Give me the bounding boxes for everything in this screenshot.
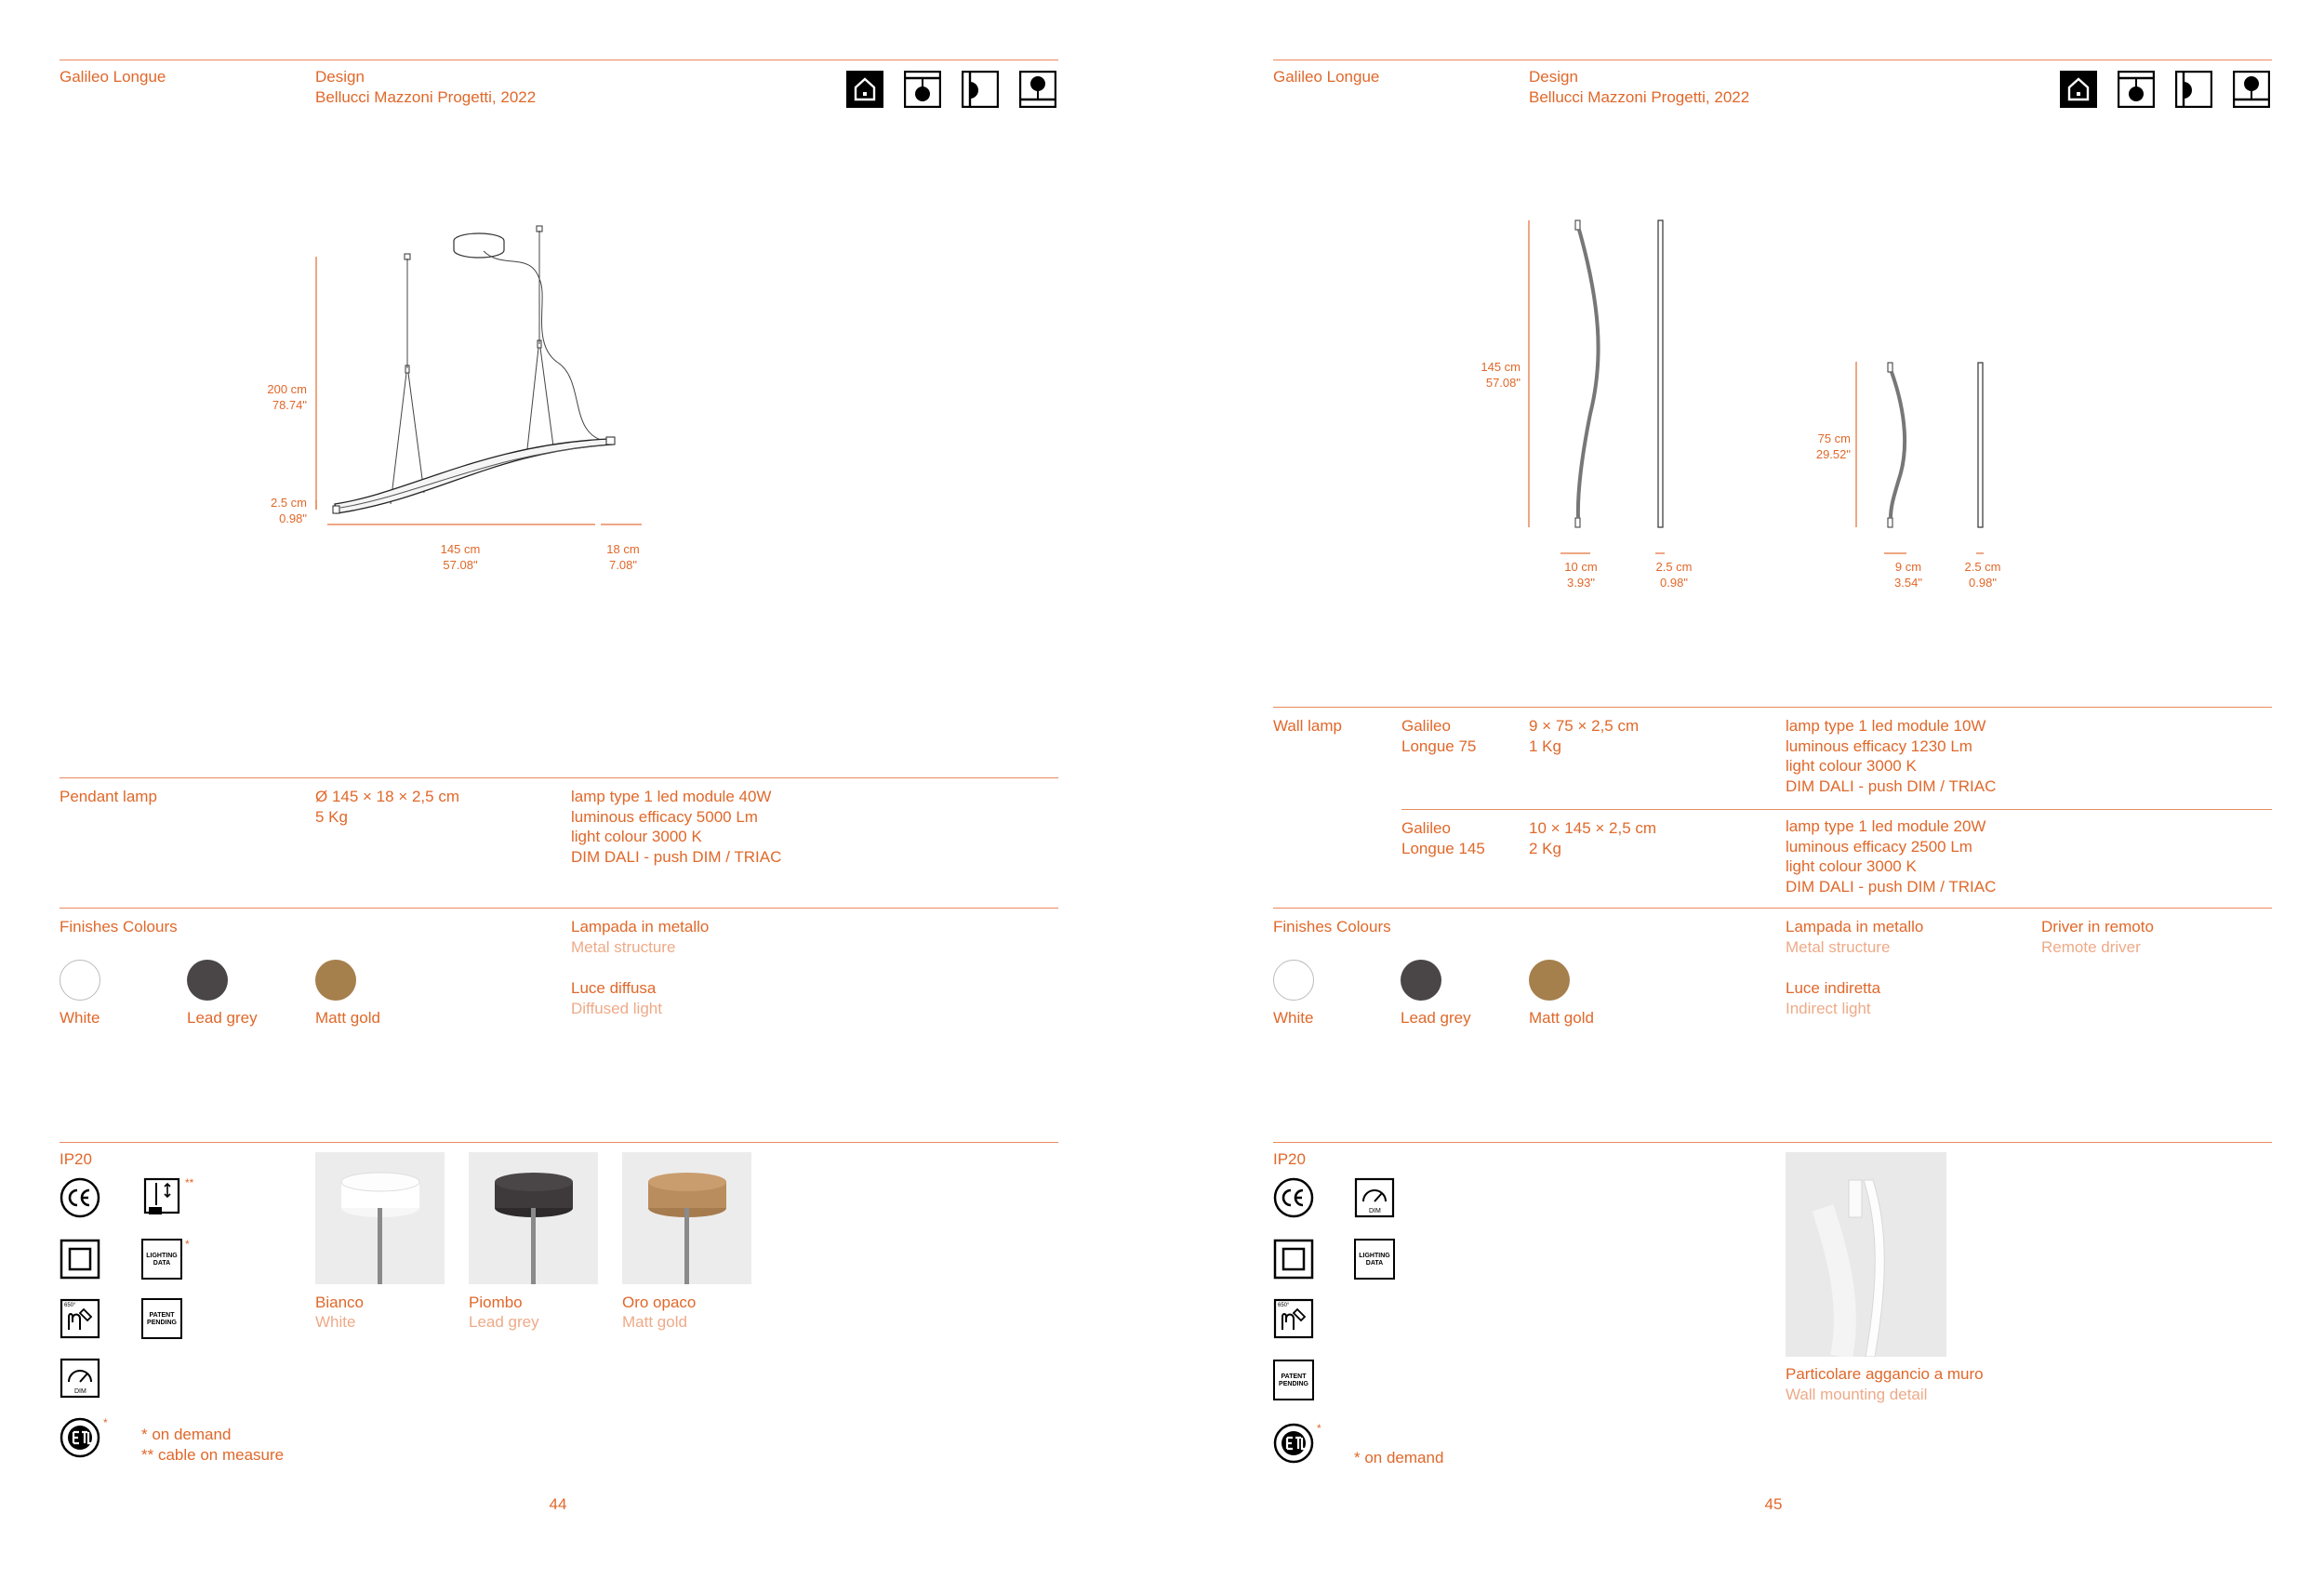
spec-lines: lamp type 1 led module 40W luminous efficacy 5000 Lm light colour 3000 K DIM DALI - push DIM / TRIAC xyxy=(571,788,782,866)
finishes-rule xyxy=(1273,908,2272,909)
lighting-data-icon: LIGHTING DATA xyxy=(1354,1239,1395,1280)
wall-icon xyxy=(962,71,999,108)
photo-label-it: Bianco xyxy=(315,1294,364,1311)
color-label: Matt gold xyxy=(1529,1009,1594,1027)
model-size: 9 × 75 × 2,5 cm 1 Kg xyxy=(1529,717,1640,755)
light-it: Luce diffusa xyxy=(571,979,657,997)
pendant-icon xyxy=(904,71,941,108)
photo-canopy-matt-gold xyxy=(622,1152,751,1284)
wall-icon xyxy=(2175,71,2212,108)
svg-text:650°: 650° xyxy=(64,1303,76,1308)
swatch-lead-grey[interactable] xyxy=(1401,960,1441,1001)
swatch-white[interactable] xyxy=(1273,960,1314,1001)
driver-it: Driver in remoto xyxy=(2041,918,2154,935)
double-insulation-icon xyxy=(1273,1239,1314,1280)
designer: Bellucci Mazzoni Progetti, 2022 xyxy=(315,88,537,106)
page-number: 45 xyxy=(1764,1495,1783,1513)
color-label: Lead grey xyxy=(1401,1009,1471,1027)
ce-icon xyxy=(60,1177,100,1218)
dim-small-depth: 2.5 cm 0.98" xyxy=(1964,560,2001,590)
design-label: Design xyxy=(1529,68,1578,86)
model-size: 10 × 145 × 2,5 cm 2 Kg xyxy=(1529,819,1657,857)
swatch-matt-gold[interactable] xyxy=(315,960,356,1001)
patent-pending-icon: PATENT PENDING xyxy=(1273,1360,1314,1400)
svg-text:DIM: DIM xyxy=(74,1388,86,1395)
pendant-drawing xyxy=(251,214,660,530)
spec-rule xyxy=(1273,707,2272,708)
photo-caption-it: Particolare aggancio a muro xyxy=(1786,1365,1984,1383)
structure-en: Metal structure xyxy=(1786,938,1891,956)
svg-text:650°: 650° xyxy=(1278,1303,1290,1308)
product-name: Galileo Longue xyxy=(1273,68,1380,86)
light-en: Diffused light xyxy=(571,1000,662,1017)
light-it: Luce indiretta xyxy=(1786,979,1881,997)
product-name: Galileo Longue xyxy=(60,68,166,86)
structure-en: Metal structure xyxy=(571,938,676,956)
etl-icon xyxy=(60,1417,100,1458)
lamp-type: Pendant lamp xyxy=(60,788,157,805)
lamp-type: Wall lamp xyxy=(1273,717,1342,735)
spec-lines: lamp type 1 led module 20W luminous efficacy 2500 Lm light colour 3000 K DIM DALI - push DIM / TRIAC xyxy=(1786,817,1997,896)
dim-icon xyxy=(1354,1177,1395,1218)
color-label: White xyxy=(60,1009,100,1027)
finishes-label: Finishes Colours xyxy=(60,918,178,935)
swatch-matt-gold[interactable] xyxy=(1529,960,1570,1001)
hand-protection-icon xyxy=(1273,1298,1314,1339)
dim-length: 145 cm 57.08" xyxy=(440,542,481,572)
footnotes: * on demand ** cable on measure xyxy=(141,1426,285,1464)
indoor-icon xyxy=(846,71,883,108)
photo-label-en: Lead grey xyxy=(469,1313,539,1331)
driver-en: Remote driver xyxy=(2041,938,2141,956)
pendant-icon xyxy=(2118,71,2155,108)
designer: Bellucci Mazzoni Progetti, 2022 xyxy=(1529,88,1750,106)
dim-thickness: 2.5 cm 0.98" xyxy=(270,496,307,525)
single-star: * xyxy=(103,1416,108,1429)
photo-label-it: Piombo xyxy=(469,1294,523,1311)
svg-text:DIM: DIM xyxy=(1369,1208,1381,1214)
model-name: Galileo Longue 75 xyxy=(1401,717,1477,755)
color-label: Matt gold xyxy=(315,1009,380,1027)
double-star: ** xyxy=(185,1176,194,1189)
photo-label-en: Matt gold xyxy=(622,1313,687,1331)
wall-lamp-drawing xyxy=(1516,209,2037,572)
finishes-rule xyxy=(60,908,1058,909)
spec-lines: lamp type 1 led module 10W luminous efficacy 1230 Lm light colour 3000 K DIM DALI - push DIM / TRIAC xyxy=(1786,717,1997,795)
ceiling-icon xyxy=(1019,71,1056,108)
photo-wall-mounting-detail xyxy=(1786,1152,1946,1357)
dim-large-depth: 2.5 cm 0.98" xyxy=(1655,560,1693,590)
page-number: 44 xyxy=(549,1495,567,1513)
photo-label-it: Oro opaco xyxy=(622,1294,697,1311)
lamp-weight: 5 Kg xyxy=(315,808,348,826)
spec-row-rule xyxy=(1401,809,2272,810)
dim-large-height: 145 cm 57.08" xyxy=(1481,360,1521,390)
finishes-label: Finishes Colours xyxy=(1273,918,1391,935)
ip-rating: IP20 xyxy=(1273,1150,1306,1168)
ip-rating: IP20 xyxy=(60,1150,92,1168)
cert-rule xyxy=(1273,1142,2272,1143)
dim-icon xyxy=(60,1358,100,1399)
single-star: * xyxy=(1317,1422,1321,1435)
ce-icon xyxy=(1273,1177,1314,1218)
footnotes: * on demand xyxy=(1354,1449,1444,1466)
double-insulation-icon xyxy=(60,1239,100,1280)
photo-label-en: White xyxy=(315,1313,356,1331)
structure-it: Lampada in metallo xyxy=(571,918,710,935)
dim-depth: 18 cm 7.08" xyxy=(606,542,640,572)
design-label: Design xyxy=(315,68,365,86)
swatch-lead-grey[interactable] xyxy=(187,960,228,1001)
photo-canopy-lead-grey xyxy=(469,1152,598,1284)
light-en: Indirect light xyxy=(1786,1000,1871,1017)
dim-small-height: 75 cm 29.52" xyxy=(1815,431,1851,461)
dim-large-width: 10 cm 3.93" xyxy=(1564,560,1598,590)
color-label: White xyxy=(1273,1009,1314,1027)
hand-protection-icon xyxy=(60,1298,100,1339)
single-star: * xyxy=(185,1238,190,1251)
photo-caption-en: Wall mounting detail xyxy=(1786,1386,1928,1403)
color-label: Lead grey xyxy=(187,1009,258,1027)
cert-rule xyxy=(60,1142,1058,1143)
dim-small-width: 9 cm 3.54" xyxy=(1894,560,1922,590)
patent-pending-icon: PATENT PENDING xyxy=(141,1298,182,1339)
photo-canopy-white xyxy=(315,1152,445,1284)
dimmable-sign-icon xyxy=(141,1177,182,1218)
indoor-icon xyxy=(2060,71,2097,108)
lamp-size: Ø 145 × 18 × 2,5 cm xyxy=(315,788,459,805)
swatch-white[interactable] xyxy=(60,960,100,1001)
structure-it: Lampada in metallo xyxy=(1786,918,1924,935)
lighting-data-icon: LIGHTING DATA xyxy=(141,1239,182,1280)
ceiling-icon xyxy=(2233,71,2270,108)
dim-height: 200 cm 78.74" xyxy=(267,382,307,412)
spec-rule xyxy=(60,777,1058,778)
model-name: Galileo Longue 145 xyxy=(1401,819,1485,857)
etl-icon xyxy=(1273,1423,1314,1464)
